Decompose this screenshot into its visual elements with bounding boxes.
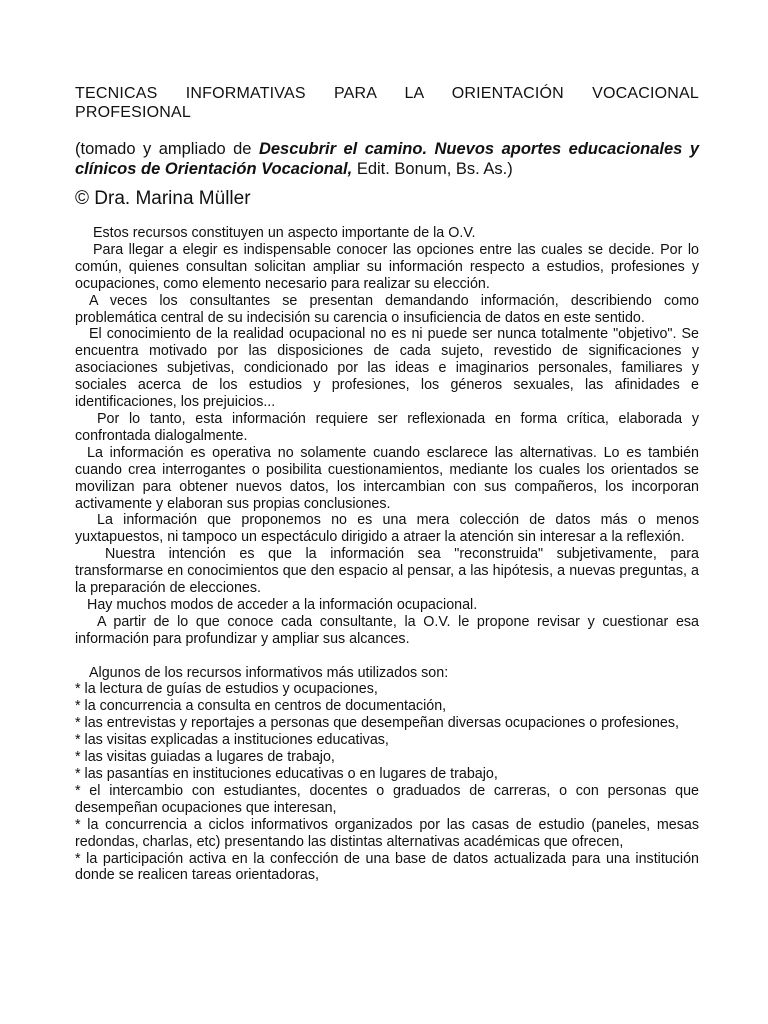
source-citation xyxy=(75,139,699,179)
body-paragraph: A partir de lo que conoce cada consultante, la O.V. le propone revisar y cuestionar esa información para profundizar y ampliar sus alcances. xyxy=(75,613,699,647)
resource-list-item: * las pasantías en instituciones educativas o en lugares de trabajo, xyxy=(75,765,498,782)
paragraph-gap xyxy=(75,648,699,665)
book-title: Descubrir el camino. Nuevos aportes educacionales y clínicos de Orientación Vocacional, xyxy=(75,140,700,178)
resource-list-item: * la concurrencia a consulta en centros de documentación, xyxy=(75,698,447,715)
document-body xyxy=(75,225,699,884)
document-title: TECNICAS INFORMATIVAS PARA LA ORIENTACIÓN VOCACIONAL PROFESIONAL xyxy=(75,85,699,121)
citation-suffix: Edit. Bonum, Bs. As.) xyxy=(352,160,513,178)
resource-list-item: * las entrevistas y reportajes a personas que desempeñan diversas ocupaciones o profesiones, xyxy=(75,715,680,732)
body-paragraph: Por lo tanto, esta información requiere ser reflexionada en forma crítica, elaborada y confrontada dialogalmente. xyxy=(75,410,699,444)
body-paragraph: El conocimiento de la realidad ocupacional no es ni puede ser nunca totalmente "objetivo". Se encuentra motivado por las disposiciones de cada sujeto, revestido de significaciones y asociaciones subjetivas, condicionado por las ideas e imaginarios personales, familiares y sociales acerca de los estudios y profesiones, los géneros sexuales, las afinidades e identificaciones, los prejuicios... xyxy=(75,326,699,411)
body-paragraph: Hay muchos modos de acceder a la información ocupacional. xyxy=(87,596,478,613)
resource-list-item: * la participación activa en la confección de una base de datos actualizada para una institución donde se realicen tareas orientadoras, xyxy=(75,850,699,884)
list-intro: Algunos de los recursos informativos más utilizados son: xyxy=(89,664,449,681)
resource-list-item: * la lectura de guías de estudios y ocupaciones, xyxy=(75,681,378,698)
body-paragraph: La información que proponemos no es una mera colección de datos más o menos yuxtapuestos, ni tampoco un espectáculo dirigido a atraer la atención sin interesar a la reflexión. xyxy=(75,512,699,546)
paragraph-list xyxy=(75,225,699,648)
citation-prefix: (tomado y ampliado de xyxy=(75,140,259,158)
body-paragraph: La información es operativa no solamente cuando esclarece las alternativas. Lo es también cuando crea interrogantes o posibilita cuestionamientos, mediante los cuales los orientados se movilizan para obtener nuevos datos, los intercambian con sus compañeros, los incorporan activamente y elaboran sus propias conclusiones. xyxy=(75,444,699,512)
resource-list-item: * la concurrencia a ciclos informativos organizados por las casas de estudio (paneles, mesas redondas, charlas, etc) presentando las distintas alternativas académicas que ofrecen, xyxy=(75,816,699,850)
document-page xyxy=(75,84,699,884)
resource-list-item: * las visitas explicadas a instituciones educativas, xyxy=(75,732,389,749)
body-paragraph: Para llegar a elegir es indispensable conocer las opciones entre las cuales se decide. Por lo común, quienes consultan solicitan ampliar su información respecto a estudios, profesiones y ocupaciones, como elemento necesario para realizar su elección. xyxy=(75,241,699,292)
body-paragraph: Nuestra intención es que la información sea "reconstruida" subjetivamente, para transformarse en conocimientos que den espacio al pensar, a las hipótesis, a nuevas preguntas, a la preparación de elecciones. xyxy=(75,546,699,597)
resource-list-item: * las visitas guiadas a lugares de trabajo, xyxy=(75,749,335,766)
resource-list-item: * el intercambio con estudiantes, docentes o graduados de carreras, o con personas que desempeñan ocupaciones que interesan, xyxy=(75,782,699,816)
body-paragraph: A veces los consultantes se presentan demandando información, describiendo como problemática central de su indecisión su carencia o insuficiencia de datos en este sentido. xyxy=(75,292,699,326)
body-paragraph: Estos recursos constituyen un aspecto importante de la O.V. xyxy=(93,225,476,241)
resource-list xyxy=(75,681,699,884)
author-line: © Dra. Marina Müller xyxy=(75,188,251,209)
